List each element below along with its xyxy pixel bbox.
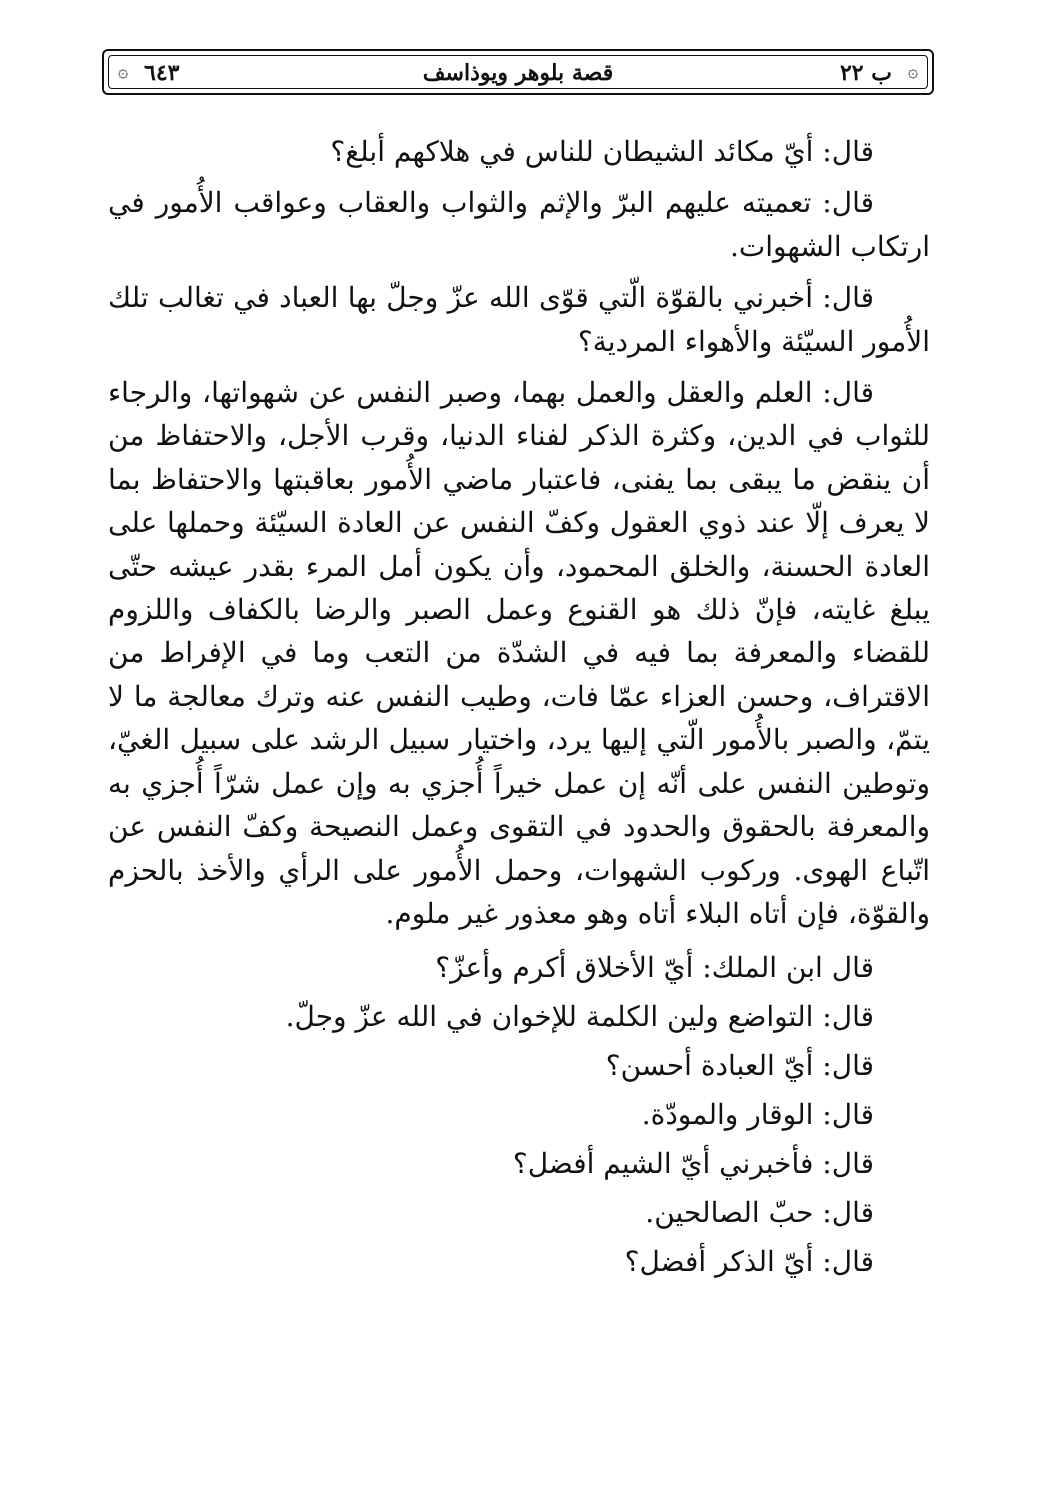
dialogue-line: قال: أيّ العبادة أحسن؟ [605, 1049, 874, 1083]
page-body [108, 130, 930, 1286]
paragraph: قال: العلم والعقل والعمل بهما، وصبر النفس عن شهواتها، والرجاء للثواب في الدين، وكثرة الذكر لفناء الدنيا، وقرب الأجل، والاحتفاظ من أن ينقض ما يبقى بما يفنى، فاعتبار ماضي الأُمور بعاقبتها والاحتفاظ بما لا يعرف إلّا عند ذوي العقول وكفّ النفس عن العادة السيّئة وحملها على العادة الحسنة، والخلق المحمود، وأن يكون أمل المرء بقدر عيشه حتّى يبلغ غايته، فإنّ ذلك هو القنوع وعمل الصبر والرضا بالكفاف واللزوم للقضاء والمعرفة بما فيه في الشدّة من التعب وما في الإفراط من الاقتراف، وحسن العزاء عمّا فات، وطيب النفس عنه وترك معالجة ما لا يتمّ، والصبر بالأُمور الّتي إليها يرد، واختيار سبيل الرشد على سبيل الغيّ، وتوطين النفس على أنّه إن عمل خيراً أُجزي به وإن عمل شرّاً أُجزي به والمعرفة بالحقوق والحدود في التقوى وعمل النصيحة وكفّ النفس عن اتّباع الهوى. وركوب الشهوات، وحمل الأُمور على الرأي والأخذ بالحزم والقوّة، فإن أتاه البلاء أتاه وهو معذور غير ملوم. [108, 376, 930, 930]
paragraph: قال: أخبرني بالقوّة الّتي قوّى الله عزّ وجلّ بها العباد في تغالب تلك الأُمور السيّئة والأهواء المردية؟ [108, 281, 930, 358]
page-number: ٦٤٣ [144, 60, 180, 86]
running-header [102, 49, 934, 95]
paragraph: قال: تعميته عليهم البرّ والإثم والثواب والعقاب وعواقب الأُمور في ارتكاب الشهوات. [108, 186, 930, 263]
right-ornament-icon: ۞ [907, 61, 919, 82]
running-title: قصة بلوهر ويوذاسف [422, 60, 614, 86]
dialogue-line: قال: الوقار والمودّة. [641, 1098, 874, 1132]
dialogue-line: قال: التواضع ولين الكلمة للإخوان في الله عزّ وجلّ. [285, 1000, 874, 1034]
left-ornament-icon: ۞ [117, 61, 129, 82]
chapter-label: ب ٢٢ [839, 60, 892, 86]
header-row [104, 51, 932, 93]
dialogue-line: قال: حبّ الصالحين. [645, 1196, 874, 1230]
dialogue-line: قال: أيّ الذكر أفضل؟ [624, 1245, 874, 1279]
dialogue-line: قال ابن الملك: أيّ الأخلاق أكرم وأعزّ؟ [435, 951, 874, 985]
paragraph: قال: أيّ مكائد الشيطان للناس في هلاكهم أبلغ؟ [330, 135, 874, 168]
dialogue-line: قال: فأخبرني أيّ الشيم أفضل؟ [512, 1147, 874, 1181]
